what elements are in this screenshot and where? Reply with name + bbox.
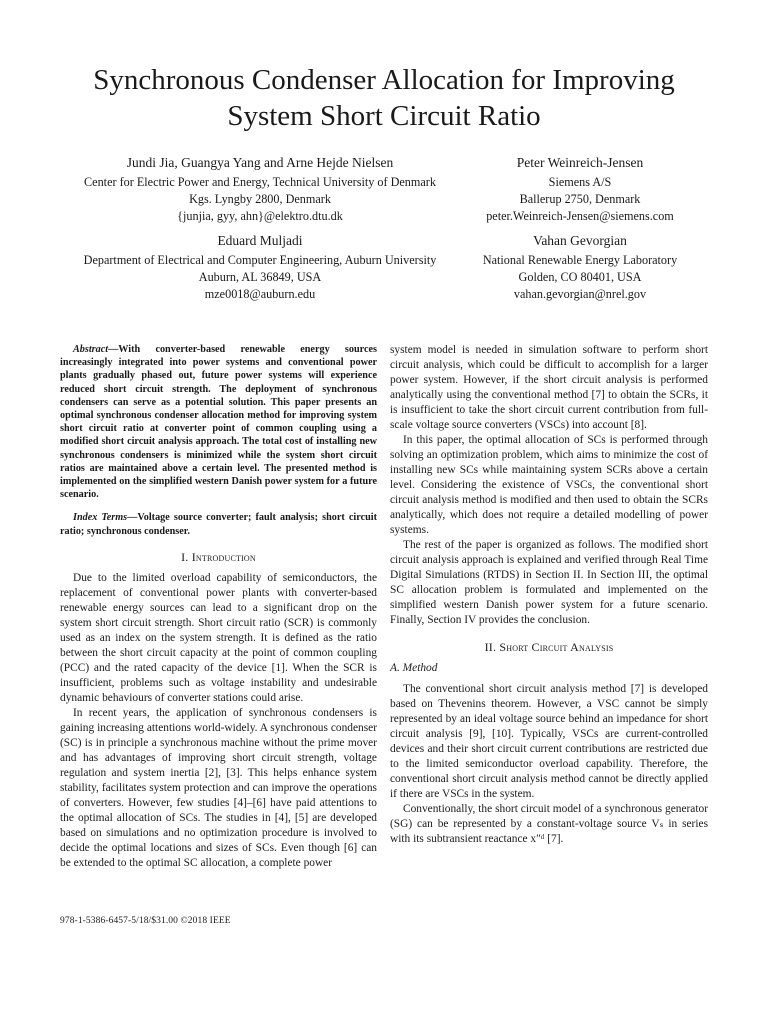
author-address: Ballerup 2750, Denmark <box>519 192 641 206</box>
author-affiliation: National Renewable Energy Laboratory <box>482 253 678 267</box>
abstract-text: —With converter-based renewable energy sources increasingly integrated into power systems and conventional power plants gradually phased out, future power systems will experience reduced short circuit strength. The deployment of synchronous condensers can serve as a potential solution. This paper presents an optimal synchronous condenser allocation method for improving system short circuit ratio at converter point of common coupling using a modified short circuit analysis approach. The total cost of installing new synchronous condensers is minimized while the system short circuit ratios are maintained above a certain level. The presented method is implemented on the simplified western Danish power system for a future scenario. <box>60 344 377 501</box>
section-heading-short-circuit-analysis <box>390 640 708 655</box>
author-names: Peter Weinreich-Jensen <box>516 155 644 170</box>
author-address: Kgs. Lyngby 2800, Denmark <box>189 192 331 206</box>
section-title: Introduction <box>191 549 256 564</box>
index-terms <box>60 511 377 537</box>
copyright-footer: 978-1-5386-6457-5/18/$31.00 ©2018 IEEE <box>60 916 231 926</box>
author-block-2 <box>460 154 700 225</box>
author-names: Vahan Gevorgian <box>533 233 627 248</box>
author-affiliation: Center for Electric Power and Energy, Technical University of Denmark <box>84 175 436 189</box>
author-affiliation: Department of Electrical and Computer Engineering, Auburn University <box>83 253 437 267</box>
author-block-4 <box>460 232 700 303</box>
paper-title <box>40 62 728 134</box>
paragraph-continuation: system model is needed in simulation software to perform short circuit analysis, which could be difficult to accomplish for a larger power system. However, if the short circuit analysis is performed analytically using the conventional method [7] to obtain the SCRs, it is insufficient to take the short circuit current contribution from full-scale voltage source converters (VSCs) into account [8]. <box>390 344 708 431</box>
author-email: {junjia, gyy, ahn}@elektro.dtu.dk <box>177 209 343 223</box>
title-line-1: Synchronous Condenser Allocation for Improving <box>93 64 675 96</box>
author-names: Jundi Jia, Guangya Yang and Arne Hejde Nielsen <box>126 155 394 170</box>
left-column <box>60 343 377 871</box>
index-terms-lead: Index Terms <box>73 512 128 524</box>
section-number: I. <box>181 549 189 564</box>
paragraph: In recent years, the application of synchronous condensers is gaining increasing attentions world-widely. A synchronous condenser (SC) is in principle a synchronous machine without the prime mover and has advantages of improving short circuit strength, voltage regulation and system inertia [2], [3]. This helps enhance system stability, facilitates system protection and can improve the operations of converters. However, few studies [4]–[6] have paid attentions to the optimal allocation of SCs. The studies in [4], [5] are developed based on simulations and no optimization procedure is involved to decide the optimal locations and sizes of SCs. Even though [6] can be extended to the optimal SC allocation, a complete power <box>60 706 377 869</box>
author-affiliation: Siemens A/S <box>548 175 612 189</box>
author-email: peter.Weinreich-Jensen@siemens.com <box>486 209 674 223</box>
index-terms-text: —Voltage source converter; fault analysis; short circuit ratio; synchronous condenser. <box>60 512 377 537</box>
paragraph: Conventionally, the short circuit model of a synchronous generator (SG) can be represented by a constant-voltage source Vₛ in series with its subtransient reactance x″ᵈ [7]. <box>390 803 708 845</box>
section-title: Short Circuit Analysis <box>499 640 614 654</box>
section-number: II. <box>484 640 497 654</box>
title-line-2: System Short Circuit Ratio <box>227 100 541 132</box>
paragraph: The conventional short circuit analysis method [7] is developed based on Thevenins theorem. However, a VSC cannot be simply represented by an ideal voltage source behind an impedance for short circuit analysis [9], [10]. Typically, VSCs are current-controlled devices and their short circuit current contributions are restricted due to the limited semiconductor overload capability. Therefore, the conventional short circuit analysis method cannot be directly applied if there are VSCs in the system. <box>390 683 708 800</box>
author-email: vahan.gevorgian@nrel.gov <box>513 287 647 301</box>
abstract <box>60 343 377 501</box>
author-block-3 <box>60 232 460 303</box>
author-block-1 <box>60 154 460 225</box>
author-email: mze0018@auburn.edu <box>204 287 316 301</box>
author-address: Auburn, AL 36849, USA <box>198 270 322 284</box>
subsection-heading-method: A. Method <box>390 662 438 674</box>
author-address: Golden, CO 80401, USA <box>518 270 642 284</box>
section-heading-introduction <box>60 550 377 565</box>
paragraph: Due to the limited overload capability of semiconductors, the replacement of conventional power plants with converter-based renewable energy sources can lead to a significant drop on the system short circuit strength. Short circuit ratio (SCR) is commonly used as an index on the system strength. It is defined as the ratio between the short circuit capacity at the point of common coupling (PCC) and the rated capacity of the device [1]. When the SCR is insufficient, problems such as voltage instability and undesirable dynamic behaviours of converter stations could arise. <box>60 571 377 704</box>
paragraph: In this paper, the optimal allocation of SCs is performed through solving an optimization problem, which aims to minimize the cost of installing new SCs while maintaining system SCRs above a certain level. Considering the existence of VSCs, the conventional short circuit analysis method is modified and then used to obtain the SCRs analytically, which does not require a detailed modelling of power systems. <box>390 434 708 536</box>
paragraph: The rest of the paper is organized as follows. The modified short circuit analysis approach is explained and verified through Real Time Digital Simulations (RTDS) in Section II. In Section III, the optimal SC allocation problem is formulated and implemented on the simplified western Danish power system for a future scenario. Finally, Section IV provides the conclusion. <box>390 539 708 626</box>
abstract-lead: Abstract <box>73 344 109 355</box>
author-names: Eduard Muljadi <box>217 233 303 248</box>
right-column <box>390 343 708 847</box>
